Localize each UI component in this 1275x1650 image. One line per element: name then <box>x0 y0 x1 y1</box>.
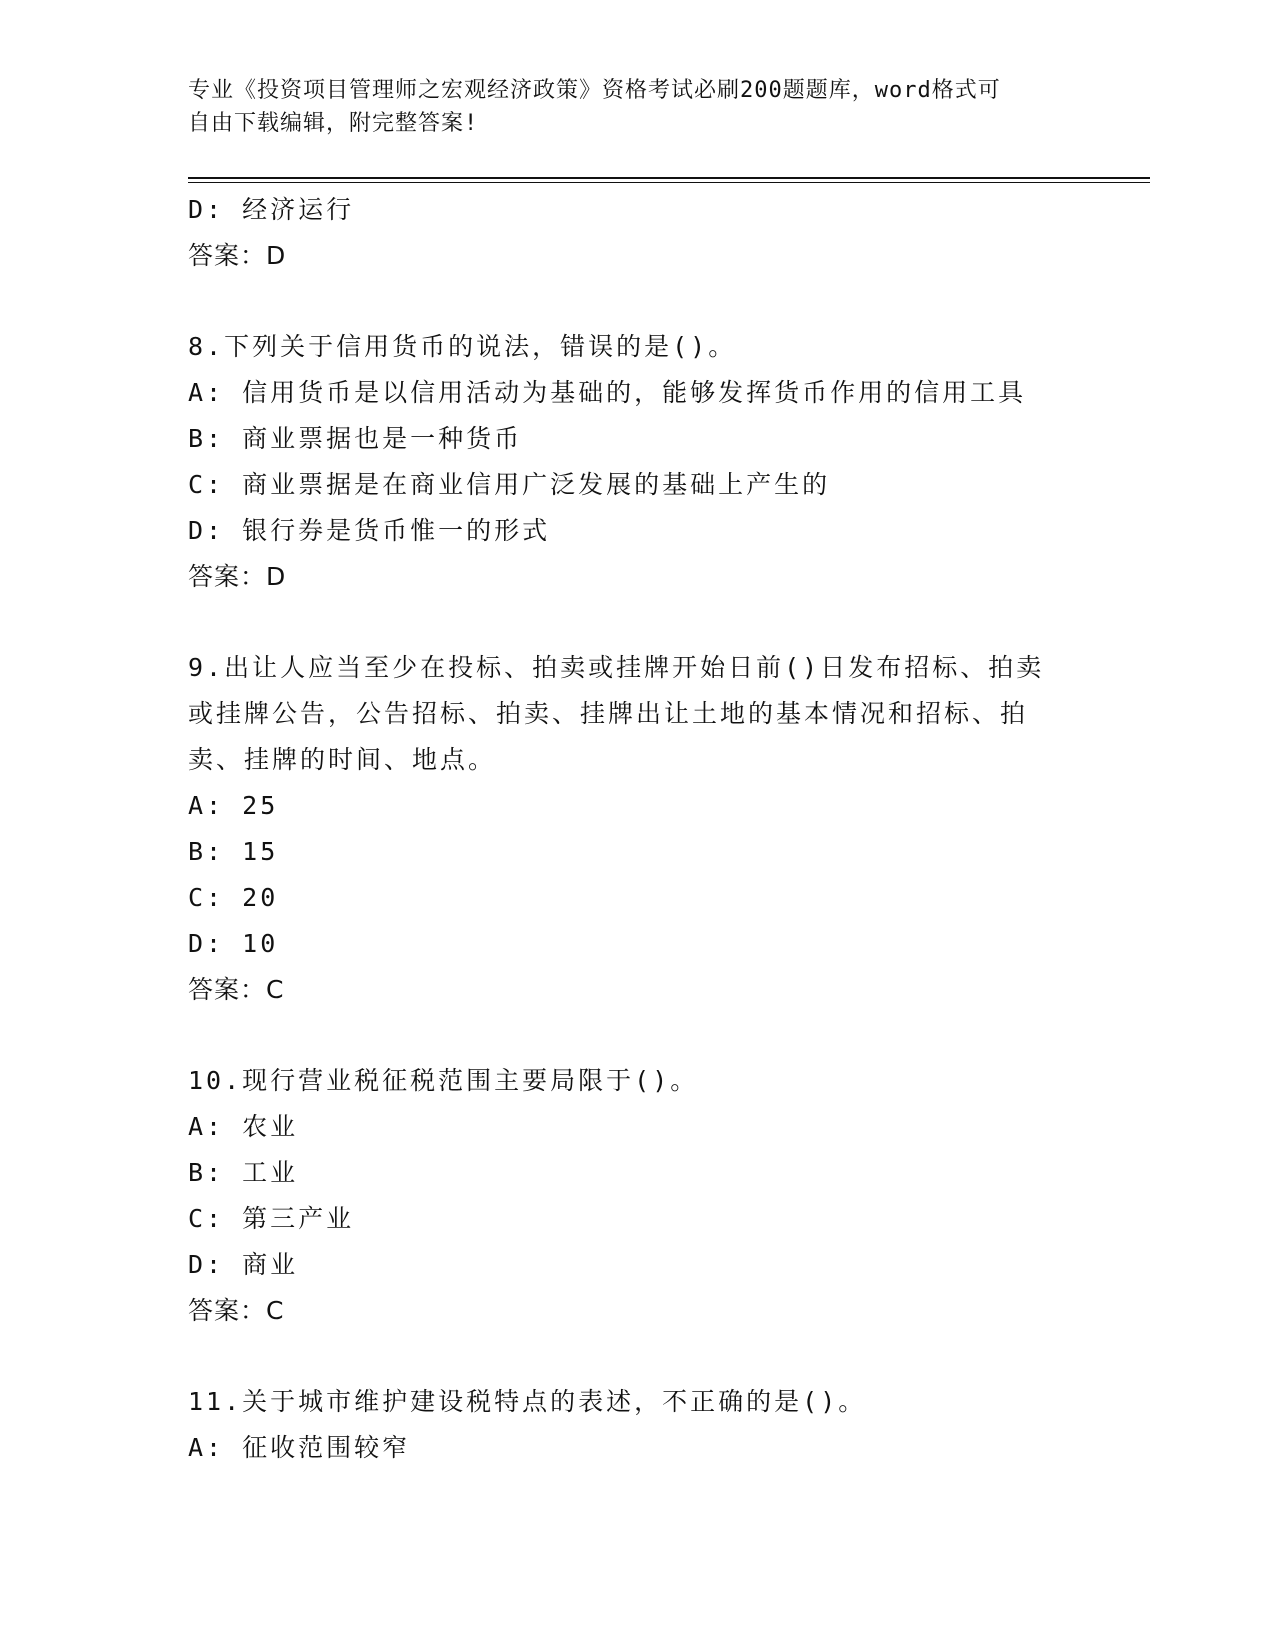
option-a: A: 征收范围较窄 <box>188 1433 411 1462</box>
question-stem-line-3: 卖、挂牌的时间、地点。 <box>188 745 497 774</box>
option-b: B: 15 <box>188 837 279 866</box>
question-stem: 10.现行营业税征税范围主要局限于()。 <box>188 1066 699 1095</box>
option-c: C: 20 <box>188 883 279 912</box>
question-7-tail <box>188 187 1088 279</box>
header-divider-thick <box>188 177 1150 179</box>
question-10 <box>188 1058 1088 1334</box>
option-a: A: 信用货币是以信用活动为基础的，能够发挥货币作用的信用工具 <box>188 378 1027 407</box>
header-line-2: 自由下载编辑，附完整答案! <box>188 111 479 136</box>
option-a: A: 农业 <box>188 1112 299 1141</box>
question-stem-line-1: 9.出让人应当至少在投标、拍卖或挂牌开始日前()日发布招标、拍卖 <box>188 653 1045 682</box>
option-d: D: 商业 <box>188 1250 299 1279</box>
question-stem: 11.关于城市维护建设税特点的表述，不正确的是()。 <box>188 1387 867 1416</box>
question-stem-line-2: 或挂牌公告，公告招标、拍卖、挂牌出让土地的基本情况和招标、拍 <box>188 699 1029 728</box>
question-list <box>188 187 1088 1471</box>
question-8 <box>188 324 1088 600</box>
question-stem: 8.下列关于信用货币的说法，错误的是()。 <box>188 332 737 361</box>
option-a: A: 25 <box>188 791 279 820</box>
header-line-1: 专业《投资项目管理师之宏观经济政策》资格考试必刷200题题库，word格式可 <box>188 78 1001 103</box>
answer: 答案：D <box>188 562 287 591</box>
option-d: D: 10 <box>188 929 279 958</box>
answer: 答案：C <box>188 975 285 1004</box>
answer: 答案：D <box>188 241 287 270</box>
option-d: D: 银行券是货币惟一的形式 <box>188 516 551 545</box>
header-divider-thin <box>188 182 1150 183</box>
document-header <box>188 74 1068 140</box>
option-b: B: 商业票据也是一种货币 <box>188 424 523 453</box>
option-d: D: 经济运行 <box>188 195 355 224</box>
answer: 答案：C <box>188 1296 285 1325</box>
option-c: C: 商业票据是在商业信用广泛发展的基础上产生的 <box>188 470 831 499</box>
option-c: C: 第三产业 <box>188 1204 355 1233</box>
question-9 <box>188 645 1088 1013</box>
question-11 <box>188 1379 1088 1471</box>
option-b: B: 工业 <box>188 1158 299 1187</box>
